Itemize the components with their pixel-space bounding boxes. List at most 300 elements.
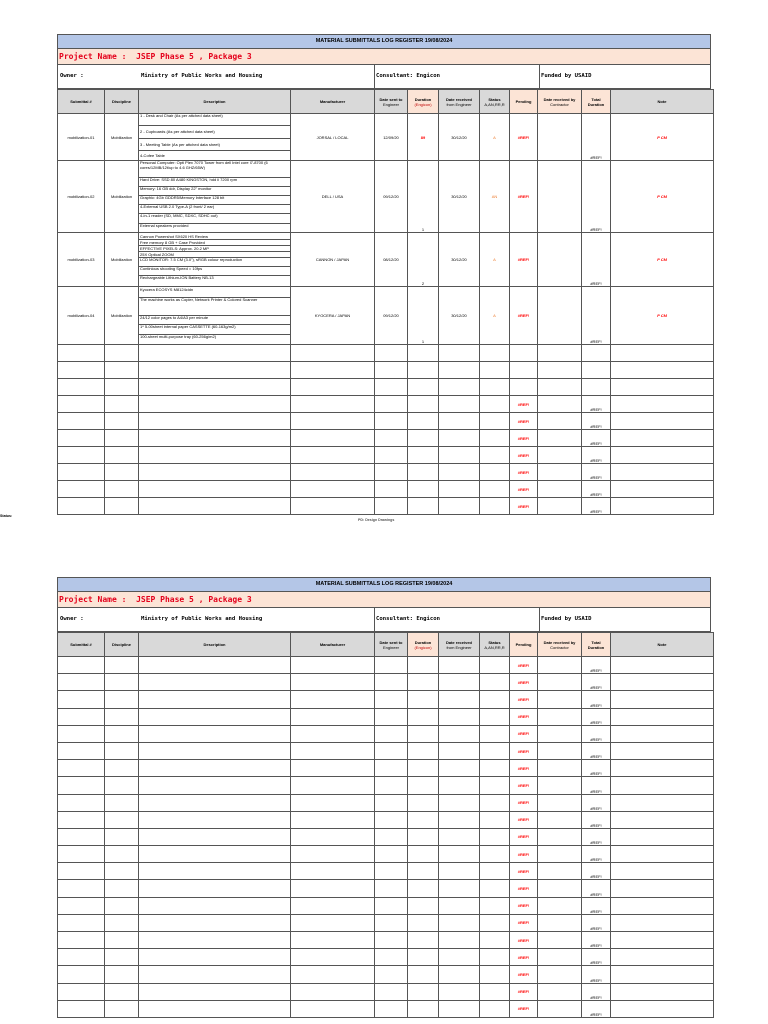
- empty-cell: [375, 708, 408, 725]
- empty-cell: [408, 464, 439, 481]
- total-duration: #REF!: [582, 760, 611, 777]
- pending-value: #REF!: [510, 811, 538, 828]
- empty-cell: [105, 1000, 139, 1017]
- empty-cell: [139, 828, 291, 845]
- pending-value: #REF!: [510, 396, 538, 413]
- empty-cell: [480, 379, 510, 396]
- empty-cell: [538, 413, 582, 430]
- empty-rows: [58, 345, 714, 515]
- project-name-bar: [57, 49, 711, 65]
- description-line: Memory: 16 GB ddr, Display 22" monitor: [139, 187, 290, 196]
- total-duration: #REF!: [582, 949, 611, 966]
- empty-cell: [408, 725, 439, 742]
- empty-cell: [611, 897, 714, 914]
- empty-cell: [408, 481, 439, 498]
- empty-cell: [139, 379, 291, 396]
- total-duration: #REF!: [582, 777, 611, 794]
- empty-cell: [105, 983, 139, 1000]
- total-duration: #REF!: [582, 161, 611, 233]
- duration: 1: [408, 161, 439, 233]
- empty-cell: [139, 362, 291, 379]
- description-line: 2 - Cupboards (As per attched data sheet): [139, 126, 290, 139]
- empty-cell: [439, 932, 480, 949]
- empty-cell: [439, 674, 480, 691]
- empty-cell: [538, 914, 582, 931]
- empty-cell: [611, 725, 714, 742]
- empty-cell: [375, 464, 408, 481]
- empty-cell: [439, 760, 480, 777]
- date-received: 30/12/20: [439, 233, 480, 287]
- empty-cell: [538, 811, 582, 828]
- empty-cell: [291, 413, 375, 430]
- register-date: 19/08/2024: [424, 581, 453, 587]
- empty-cell: [408, 828, 439, 845]
- empty-cell: [408, 691, 439, 708]
- total-duration: #REF!: [582, 880, 611, 897]
- empty-cell: [139, 481, 291, 498]
- description-line: 1 - Desk and Chair (As per attched data sheet): [139, 114, 290, 126]
- empty-cell: [58, 760, 105, 777]
- col-pending: Pending: [510, 633, 538, 657]
- empty-cell: [375, 430, 408, 447]
- manufacturer: CANNON / JAPAN: [291, 233, 375, 287]
- note-value: P CM: [611, 161, 714, 233]
- empty-cell: [538, 846, 582, 863]
- empty-cell: [139, 413, 291, 430]
- empty-cell: [439, 396, 480, 413]
- empty-cell: [291, 1000, 375, 1017]
- description-line: Hard Drive: SSD 80 A480 KINGSTON, hdd ii 7200 rpm: [139, 178, 290, 187]
- empty-cell: [538, 498, 582, 515]
- empty-cell: [291, 811, 375, 828]
- empty-cell: [291, 760, 375, 777]
- empty-cell: [58, 846, 105, 863]
- empty-cell: [538, 794, 582, 811]
- empty-cell: [408, 949, 439, 966]
- submittals-table: [57, 632, 714, 1018]
- empty-cell: [408, 777, 439, 794]
- empty-cell: [291, 966, 375, 983]
- col-date-received: Date received from Engineer: [439, 90, 480, 114]
- pending-value: #REF!: [510, 161, 538, 233]
- date-contractor: [538, 161, 582, 233]
- empty-cell: [538, 863, 582, 880]
- empty-cell: [291, 777, 375, 794]
- empty-cell: [480, 725, 510, 742]
- empty-cell: [611, 811, 714, 828]
- empty-cell: [105, 413, 139, 430]
- manufacturer: KYOCERA / JAPAN: [291, 287, 375, 345]
- empty-cell: [439, 811, 480, 828]
- empty-cell: [139, 345, 291, 362]
- empty-cell: [291, 949, 375, 966]
- empty-rows: [58, 657, 714, 1018]
- empty-cell: [408, 498, 439, 515]
- empty-cell: [611, 983, 714, 1000]
- table-header-row: [58, 633, 714, 657]
- total-duration: #REF!: [582, 114, 611, 161]
- empty-cell: [105, 379, 139, 396]
- date-contractor: [538, 287, 582, 345]
- empty-cell: [439, 657, 480, 674]
- empty-cell: [105, 345, 139, 362]
- empty-cell: [139, 464, 291, 481]
- empty-cell: [439, 430, 480, 447]
- empty-cell: [105, 742, 139, 759]
- description-cell: [139, 114, 291, 161]
- table-row: [58, 760, 714, 777]
- empty-cell: [291, 345, 375, 362]
- empty-cell: [139, 983, 291, 1000]
- empty-cell: [58, 413, 105, 430]
- empty-cell: [480, 657, 510, 674]
- empty-cell: [611, 481, 714, 498]
- col-submittal: Submittal #: [58, 633, 105, 657]
- empty-cell: [538, 447, 582, 464]
- empty-cell: [611, 914, 714, 931]
- empty-cell: [408, 914, 439, 931]
- table-row: [58, 287, 714, 345]
- empty-cell: [439, 481, 480, 498]
- empty-cell: [105, 362, 139, 379]
- empty-cell: [291, 396, 375, 413]
- pending-value: #REF!: [510, 691, 538, 708]
- col-manufacturer: Manufacturer: [291, 633, 375, 657]
- funded-by: Funded by USAID: [541, 73, 592, 79]
- pending-value: #REF!: [510, 932, 538, 949]
- col-pending: Pending: [510, 90, 538, 114]
- empty-cell: [139, 966, 291, 983]
- empty-cell: [139, 725, 291, 742]
- total-duration: #REF!: [582, 430, 611, 447]
- status-value: A: [480, 287, 510, 345]
- table-row: [58, 949, 714, 966]
- empty-cell: [480, 880, 510, 897]
- date-received: 30/12/20: [439, 161, 480, 233]
- duration: 1: [408, 287, 439, 345]
- total-duration: #REF!: [582, 447, 611, 464]
- empty-cell: [105, 794, 139, 811]
- empty-cell: [538, 362, 582, 379]
- empty-cell: [375, 983, 408, 1000]
- table-row: [58, 880, 714, 897]
- table-row: [58, 464, 714, 481]
- empty-cell: [439, 828, 480, 845]
- pending-value: #REF!: [510, 794, 538, 811]
- empty-cell: [538, 932, 582, 949]
- duration: 89: [408, 114, 439, 161]
- empty-cell: [538, 674, 582, 691]
- empty-cell: [611, 498, 714, 515]
- empty-cell: [408, 447, 439, 464]
- table-row: [58, 983, 714, 1000]
- empty-cell: [105, 846, 139, 863]
- empty-cell: [538, 897, 582, 914]
- table-row: [58, 725, 714, 742]
- col-note: Note: [611, 90, 714, 114]
- empty-cell: [611, 932, 714, 949]
- col-description: Description: [139, 633, 291, 657]
- owner-value: Ministry of Public Works and Housing: [141, 616, 263, 622]
- project-label: Project Name :: [59, 595, 127, 604]
- table-row: [58, 430, 714, 447]
- empty-cell: [538, 691, 582, 708]
- description-cell: [139, 233, 291, 287]
- empty-cell: [58, 362, 105, 379]
- pending-value: #REF!: [510, 498, 538, 515]
- total-duration: #REF!: [582, 396, 611, 413]
- empty-cell: [291, 481, 375, 498]
- empty-cell: [375, 691, 408, 708]
- date-contractor: [538, 114, 582, 161]
- empty-cell: [291, 674, 375, 691]
- empty-cell: [480, 777, 510, 794]
- pending-value: #REF!: [510, 949, 538, 966]
- col-date-contractor: Date received by Contractor: [538, 90, 582, 114]
- total-duration: #REF!: [582, 725, 611, 742]
- owner-bar: [57, 65, 711, 89]
- empty-cell: [291, 846, 375, 863]
- empty-cell: [480, 430, 510, 447]
- empty-cell: [538, 828, 582, 845]
- pending-value: #REF!: [510, 430, 538, 447]
- empty-cell: [439, 914, 480, 931]
- empty-cell: [480, 362, 510, 379]
- empty-cell: [439, 1000, 480, 1017]
- table-row: [58, 657, 714, 674]
- divider: [374, 608, 375, 631]
- pending-value: #REF!: [510, 725, 538, 742]
- total-duration: #REF!: [582, 674, 611, 691]
- status-value: A: [480, 233, 510, 287]
- register-title: [57, 577, 711, 592]
- empty-cell: [408, 657, 439, 674]
- table-row: [58, 161, 714, 233]
- total-duration: #REF!: [582, 811, 611, 828]
- empty-cell: [538, 966, 582, 983]
- description-line: Kyocera ECOSYS M8124cidn: [139, 288, 290, 298]
- empty-cell: [538, 1000, 582, 1017]
- table-row: [58, 846, 714, 863]
- empty-cell: [375, 794, 408, 811]
- empty-cell: [439, 345, 480, 362]
- project-name: JSEP Phase 5 , Package 3: [136, 52, 252, 61]
- empty-cell: [291, 983, 375, 1000]
- description-line: Personal Computer: Opti Plex 7070 Tower from dell Intel core i7-8700 (6 cores/12MB/12t/up to 4.6 GHZ/65W): [139, 161, 290, 178]
- submittal-number: mobilization-02: [58, 161, 105, 233]
- total-duration: #REF!: [582, 708, 611, 725]
- total-duration: #REF!: [582, 897, 611, 914]
- empty-cell: [375, 880, 408, 897]
- pending-value: #REF!: [510, 914, 538, 931]
- empty-cell: [105, 691, 139, 708]
- description-line: External speakers provided: [140, 224, 189, 228]
- empty-cell: [408, 983, 439, 1000]
- empty-cell: [439, 880, 480, 897]
- total-duration: #REF!: [582, 481, 611, 498]
- description-line: Cannon Powershot SX620 HS Review: [139, 234, 290, 240]
- empty-cell: [538, 742, 582, 759]
- empty-cell: [105, 880, 139, 897]
- empty-cell: [58, 464, 105, 481]
- owner-bar: [57, 608, 711, 632]
- total-duration: #REF!: [582, 1000, 611, 1017]
- pending-value: #REF!: [510, 880, 538, 897]
- table-row: [58, 863, 714, 880]
- pending-value: #REF!: [510, 708, 538, 725]
- empty-cell: [105, 447, 139, 464]
- empty-cell: [139, 396, 291, 413]
- table-row: [58, 114, 714, 161]
- empty-cell: [538, 657, 582, 674]
- total-duration: #REF!: [582, 742, 611, 759]
- empty-cell: [375, 760, 408, 777]
- empty-cell: [375, 413, 408, 430]
- empty-cell: [105, 725, 139, 742]
- empty-cell: [611, 362, 714, 379]
- empty-cell: [375, 725, 408, 742]
- discipline: Mobilization: [105, 233, 139, 287]
- note-value: P CM: [611, 114, 714, 161]
- empty-cell: [105, 498, 139, 515]
- empty-cell: [408, 863, 439, 880]
- empty-cell: [480, 897, 510, 914]
- empty-cell: [139, 880, 291, 897]
- empty-cell: [480, 794, 510, 811]
- empty-cell: [105, 674, 139, 691]
- empty-cell: [408, 966, 439, 983]
- empty-cell: [105, 828, 139, 845]
- empty-cell: [375, 396, 408, 413]
- description-line: 4-in-1 reader (SD, MMC, SDXC, SDHC out): [139, 214, 290, 224]
- empty-cell: [58, 657, 105, 674]
- pending-value: #REF!: [510, 233, 538, 287]
- col-submittal: Submittal #: [58, 90, 105, 114]
- description-line: 1* 5-00sheet internal paper CASSETTE (60-163g/m2): [139, 325, 290, 335]
- empty-cell: [611, 966, 714, 983]
- empty-cell: [375, 345, 408, 362]
- description-line: Free memory 8 GB + Case Provided: [139, 240, 290, 246]
- empty-cell: [611, 345, 714, 362]
- funded-by: Funded by USAID: [541, 616, 592, 622]
- table-row: [58, 691, 714, 708]
- register-date: 19/08/2024: [424, 38, 453, 44]
- empty-cell: [538, 880, 582, 897]
- owner-label: Owner :: [60, 616, 84, 622]
- total-duration: #REF!: [582, 932, 611, 949]
- status-value: A: [480, 114, 510, 161]
- description-line: 25X Optical ZOOM: [139, 252, 290, 258]
- pending-value: #REF!: [510, 287, 538, 345]
- empty-cell: [58, 949, 105, 966]
- empty-cell: [439, 708, 480, 725]
- empty-cell: [58, 1000, 105, 1017]
- empty-cell: [58, 742, 105, 759]
- empty-cell: [611, 863, 714, 880]
- discipline: Mobilization: [105, 161, 139, 233]
- empty-cell: [439, 379, 480, 396]
- empty-cell: [58, 914, 105, 931]
- empty-cell: [375, 966, 408, 983]
- table-row: [58, 828, 714, 845]
- project-name: JSEP Phase 5 , Package 3: [136, 595, 252, 604]
- footer-note: PD: Design Drawings: [358, 518, 395, 522]
- empty-cell: [58, 897, 105, 914]
- empty-cell: [105, 396, 139, 413]
- empty-cell: [375, 897, 408, 914]
- empty-cell: [439, 498, 480, 515]
- manufacturer: JORSAL / LOCAL: [291, 114, 375, 161]
- empty-cell: [375, 742, 408, 759]
- empty-cell: [480, 1000, 510, 1017]
- submittal-number: mobilization-01: [58, 114, 105, 161]
- pending-value: #REF!: [510, 447, 538, 464]
- description-line: Continious shooting Speed = 10fps: [139, 267, 290, 276]
- empty-cell: [480, 674, 510, 691]
- empty-cell: [611, 430, 714, 447]
- table-row: [58, 362, 714, 379]
- empty-cell: [611, 828, 714, 845]
- total-duration: #REF!: [582, 413, 611, 430]
- col-description: Description: [139, 90, 291, 114]
- empty-cell: [58, 498, 105, 515]
- empty-cell: [375, 863, 408, 880]
- pending-value: #REF!: [510, 674, 538, 691]
- consultant: Consultant: Engicon: [376, 73, 440, 79]
- empty-cell: [439, 691, 480, 708]
- empty-cell: [408, 880, 439, 897]
- empty-cell: [139, 430, 291, 447]
- empty-cell: [291, 498, 375, 515]
- description-line: 4-Cofee Table: [140, 153, 165, 158]
- description-line: Rechargeable Lithium-ION Battery NB-13: [140, 276, 214, 280]
- empty-cell: [58, 674, 105, 691]
- empty-cell: [375, 1000, 408, 1017]
- empty-cell: [439, 897, 480, 914]
- empty-cell: [439, 966, 480, 983]
- empty-cell: [480, 345, 510, 362]
- empty-cell: [139, 914, 291, 931]
- empty-cell: [611, 777, 714, 794]
- note-value: P CM: [611, 287, 714, 345]
- empty-cell: [538, 345, 582, 362]
- col-discipline: Discipline: [105, 633, 139, 657]
- table-row: [58, 914, 714, 931]
- total-duration: #REF!: [582, 233, 611, 287]
- empty-cell: [439, 447, 480, 464]
- pending-value: #REF!: [510, 863, 538, 880]
- empty-cell: [105, 897, 139, 914]
- table-row: [58, 708, 714, 725]
- empty-cell: [408, 811, 439, 828]
- col-duration: Duration (Engicon): [408, 633, 439, 657]
- discipline: Mobilization: [105, 287, 139, 345]
- total-duration: #REF!: [582, 691, 611, 708]
- empty-cell: [408, 708, 439, 725]
- empty-cell: [291, 362, 375, 379]
- empty-cell: [58, 345, 105, 362]
- col-date-sent: Date sent to Engineer: [375, 90, 408, 114]
- empty-cell: [291, 708, 375, 725]
- empty-cell: [139, 447, 291, 464]
- empty-cell: [375, 362, 408, 379]
- empty-cell: [139, 863, 291, 880]
- col-total-duration: Total Duration: [582, 633, 611, 657]
- empty-cell: [408, 846, 439, 863]
- submittal-number: mobilization-04: [58, 287, 105, 345]
- col-duration: Duration (Engicon): [408, 90, 439, 114]
- empty-cell: [139, 1000, 291, 1017]
